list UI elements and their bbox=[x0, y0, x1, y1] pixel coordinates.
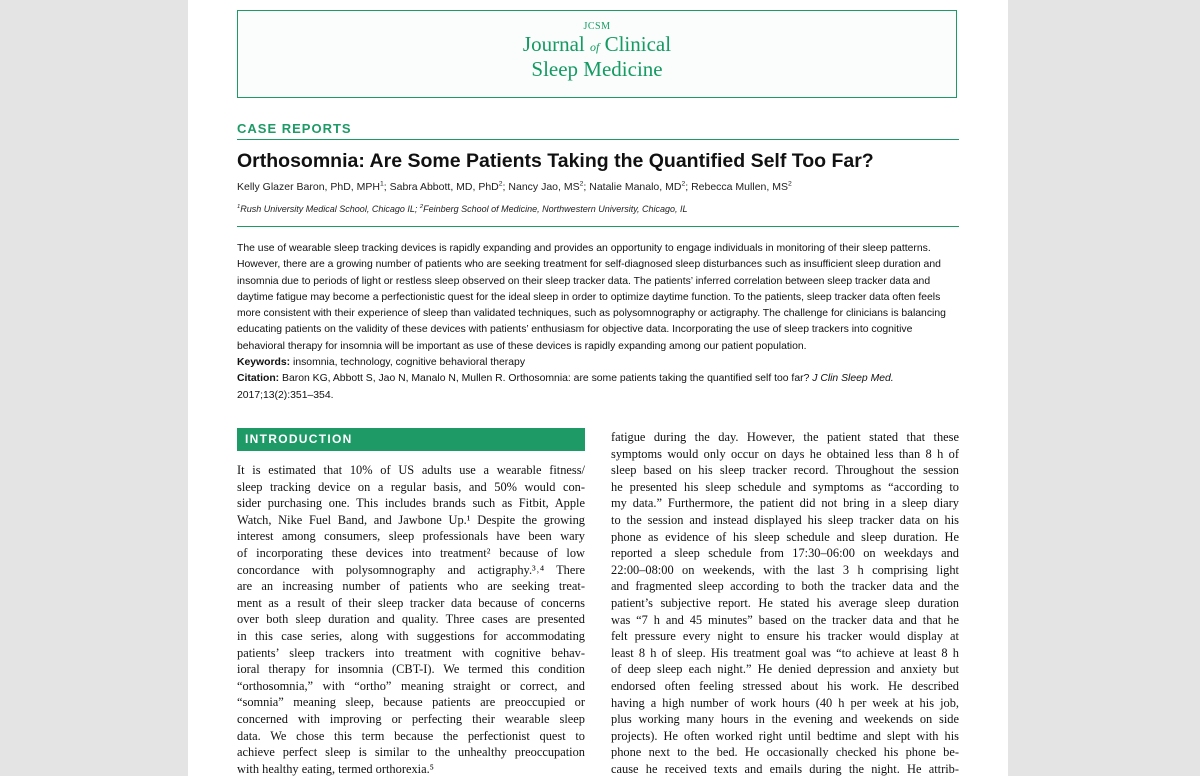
section-rule bbox=[237, 139, 959, 140]
affiliation-2: Feinberg School of Medicine, Northwestern University, Chicago, IL bbox=[423, 204, 688, 214]
text-line: with healthy eating, termed orthorexia.⁵ bbox=[237, 761, 434, 776]
text-line: concerned with improving or perfecting their wearable sleep bbox=[237, 711, 585, 726]
affiliation-1: Rush University Medical School, Chicago IL; bbox=[240, 204, 420, 214]
text-line: ment as a result of their sleep tracker data because of concerns bbox=[237, 595, 585, 610]
journal-name-line1 bbox=[238, 33, 956, 58]
abstract-line: more consistent with their experience of sleep than validated techniques, such as polysomnography or actigraphy. The challenge for clinicians is balancing bbox=[237, 308, 946, 320]
text-line: Watch, Nike Fuel Band, and Jawbone Up.¹ Despite the growing bbox=[237, 512, 585, 527]
header-rule bbox=[237, 226, 959, 227]
journal-abbreviation: JCSM bbox=[583, 21, 611, 32]
abstract-line: educating patients on the validity of these devices with patients’ enthusiasm for objective data. Incorporating the use of sleep trackers into cognitive bbox=[237, 324, 913, 336]
section-label: CASE REPORTS bbox=[237, 121, 352, 136]
text-line: of incorporating these devices into treatment² because of low bbox=[237, 545, 585, 560]
journal-name-word1: Journal bbox=[522, 32, 585, 56]
text-line: sleep tracking device on a regular basis, and 50% would con- bbox=[237, 479, 585, 494]
text-line: and fragmented sleep according to both the tracker data and the bbox=[611, 579, 959, 594]
abstract-line: The use of wearable sleep tracking devices is rapidly expanding and provides an opportunity to engage individuals in monitoring of their sleep patterns. bbox=[237, 243, 931, 254]
citation-journal: J Clin Sleep Med. bbox=[812, 373, 894, 385]
text-line: It is estimated that 10% of US adults use a wearable fitness/ bbox=[237, 463, 585, 477]
text-line: ioral therapy for insomnia (CBT-I). We termed this condition bbox=[237, 662, 585, 677]
text-line: endorsed often feeling stressed about his work. He described bbox=[611, 678, 959, 693]
text-line: concordance with polysomnography and actigraphy.³˒⁴ There bbox=[237, 562, 585, 577]
citation-text: Baron KG, Abbott S, Jao N, Manalo N, Mullen R. Orthosomnia: are some patients taking the quantified self too far? bbox=[279, 373, 813, 385]
text-line: he presented his sleep schedule and symptoms as “according to bbox=[611, 479, 959, 494]
author: Rebecca Mullen, MS bbox=[691, 181, 788, 193]
text-line: sider purchasing one. This includes brands such as Fitbit, Apple bbox=[237, 496, 585, 511]
text-line: least 8 h of sleep. His treatment goal was “to achieve at least 8 h bbox=[611, 645, 959, 660]
introduction-column bbox=[237, 462, 585, 776]
citation bbox=[237, 371, 959, 387]
author: Nancy Jao, MS bbox=[508, 181, 580, 193]
abstract bbox=[237, 241, 959, 404]
abstract-line: daytime fatigue may become a perfectionistic quest for the ideal sleep in order to optimize daytime function. To the patients, sleep tracker data often feels bbox=[237, 291, 941, 303]
text-line: of deep sleep each night.” He denied depression and anxiety but bbox=[611, 662, 959, 677]
citation-line2: 2017;13(2):351–354. bbox=[237, 389, 334, 401]
journal-name-line2: Sleep Medicine bbox=[531, 57, 663, 81]
text-line: phone next to the bed. He occasionally checked his phone be- bbox=[611, 745, 959, 760]
text-line: patient’s subjective report. He stated his average sleep duration bbox=[611, 595, 959, 610]
text-line: my data.” Furthermore, the patient did not bring in a sleep diary bbox=[611, 496, 959, 511]
journal-masthead bbox=[237, 10, 957, 98]
text-line: reported a sleep schedule from 17:30–06:00 on weekdays and bbox=[611, 546, 959, 561]
text-line: having a high number of work hours (40 h per week at his job, bbox=[611, 695, 959, 710]
text-line: plus working many hours in the evening and weekends on side bbox=[611, 712, 959, 727]
abstract-line: insomnia due to periods of light or restless sleep observed on their sleep tracker data. The patients’ inferred correlation between sleep tracker data and bbox=[237, 275, 931, 287]
text-line: data. We chose this term because the perfectionist quest to bbox=[237, 728, 585, 743]
keywords-label: Keywords: bbox=[237, 357, 291, 369]
text-line: phone as evidence of his sleep schedule and sleep duration. He bbox=[611, 529, 959, 544]
citation-label: Citation: bbox=[237, 373, 280, 385]
article-title: Orthosomnia: Are Some Patients Taking the Quantified Self Too Far? bbox=[237, 150, 874, 172]
author-list: Kelly Glazer Baron, PhD, MPH$^1$; Sabra Abbott, MD, PhD$^2$; Nancy Jao, $MS^2$; Natalie Manalo, $MD^2$; Rebecca Mullen, $MS^2$ bbox=[237, 180, 792, 193]
second-column bbox=[611, 429, 959, 776]
text-line: patients’ sleep trackers into treatment with cognitive behav- bbox=[237, 645, 585, 660]
author: Natalie Manalo, MD bbox=[589, 181, 682, 193]
introduction-heading: INTRODUCTION bbox=[237, 428, 585, 451]
keywords-text: insomnia, technology, cognitive behavioral therapy bbox=[290, 357, 526, 369]
abstract-line: However, there are a growing number of patients who are seeking treatment for self-diagnosed sleep disturbances such as insufficient sleep duration and bbox=[237, 259, 941, 271]
text-line: sleep based on his sleep tracker record. Throughout the session bbox=[611, 463, 959, 478]
abstract-line: behavioral therapy for insomnia will be important as use of these devices is rapidly expanding among our patient population. bbox=[237, 340, 807, 352]
text-line: felt pressure every night to ensure his tracker would display at bbox=[611, 629, 959, 644]
author: Sabra Abbott, MD, PhD bbox=[389, 181, 499, 193]
text-line: “somnia” meaning sleep, because patients are preoccupied or bbox=[237, 695, 585, 710]
journal-name-word2: Clinical bbox=[604, 32, 672, 56]
text-line: in this case series, along with suggestions for accommodating bbox=[237, 628, 585, 643]
keywords bbox=[237, 355, 959, 371]
text-line: are an increasing number of patients who are seeking treat- bbox=[237, 579, 585, 594]
author: Kelly Glazer Baron, PhD, MPH bbox=[237, 181, 380, 193]
text-line: cause he received texts and emails during the night. He attrib- bbox=[611, 761, 959, 776]
text-line: achieve perfect sleep is similar to the unhealthy preoccupation bbox=[237, 745, 585, 760]
text-line: was “7 h and 45 minutes” based on the tracker data and that he bbox=[611, 612, 959, 627]
text-line: to the session and instead displayed his sleep tracker data on his bbox=[611, 512, 959, 527]
text-line: projects). He often worked right until bedtime and slept with his bbox=[611, 728, 959, 743]
text-line: over both sleep duration and quality. Three cases are presented bbox=[237, 612, 585, 627]
text-line: “orthosomnia,” with “ortho” meaning straight or correct, and bbox=[237, 678, 585, 693]
journal-name-of: of bbox=[589, 40, 600, 54]
text-line: symptoms would only occur on days he obtained less than 8 h of bbox=[611, 446, 959, 461]
affiliations: $^1$Rush University Medical School, Chicago IL; $^2$Feinberg School of Medicine, Northwestern University, Chicago, IL bbox=[237, 204, 688, 214]
paper-page bbox=[188, 0, 1008, 776]
text-line: interest among consumers, sleep professionals have been wary bbox=[237, 529, 585, 544]
text-line: 22:00–08:00 on weekends, with the last 3 h comprising light bbox=[611, 562, 959, 577]
text-line: fatigue during the day. However, the patient stated that these bbox=[611, 430, 959, 444]
